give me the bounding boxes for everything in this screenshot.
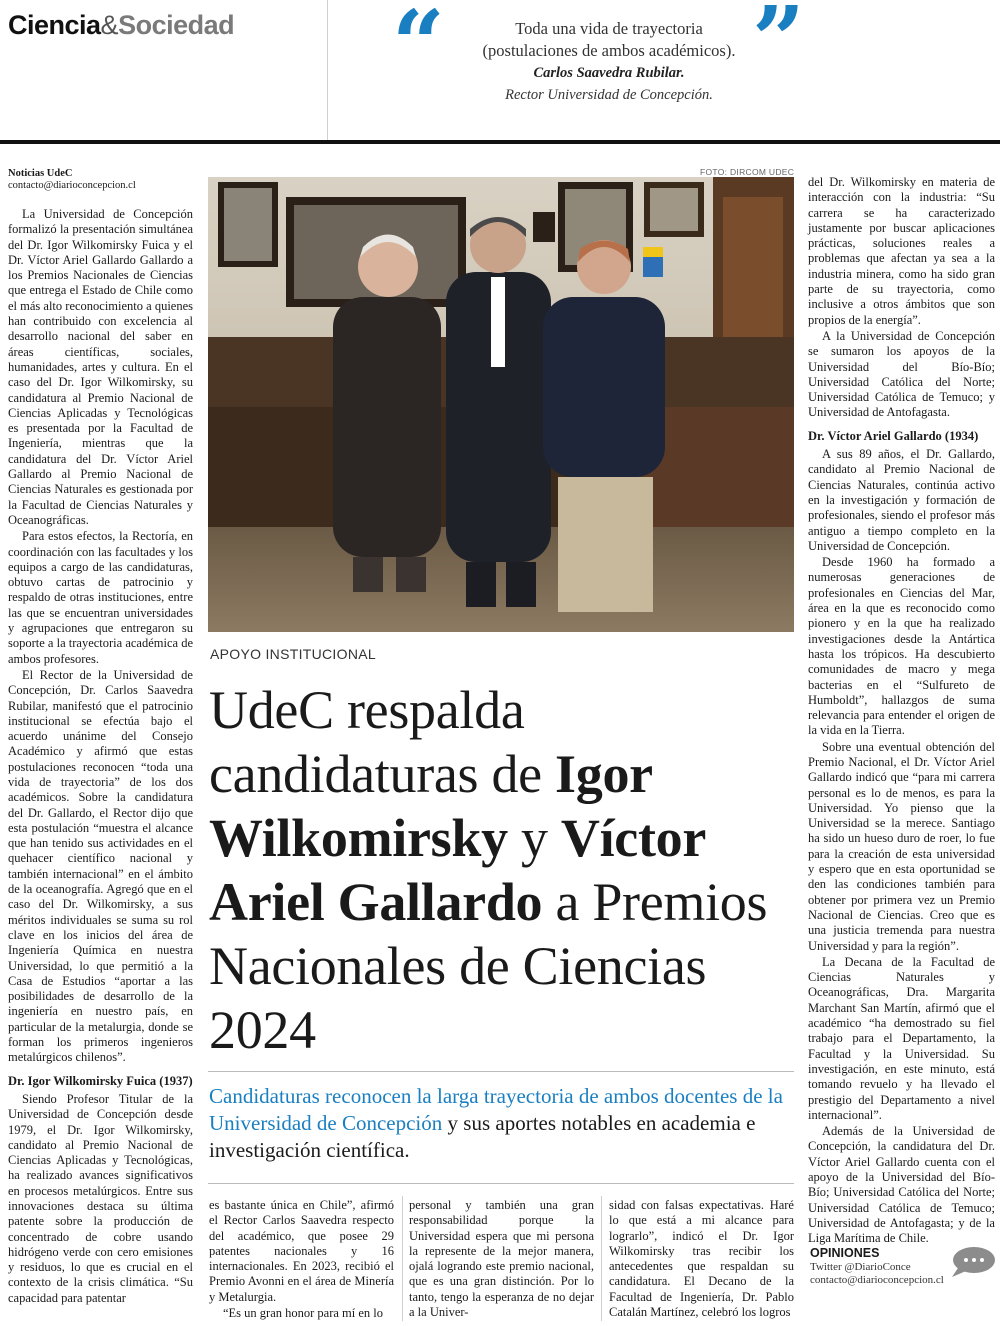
section-name-sociedad: Sociedad bbox=[118, 10, 235, 40]
paragraph: La Decana de la Facultad de Ciencias Naturales y Oceanográficas, Dra. Margarita Marchant San Martín, afirmó que el académico “ha demostrado su fiel trabajo para el Departamento, la Facultad y la Universidad. Su investigación, en este minuto, está tomando revuelo y ha llevado el prestigio del Departamento a nivel internacional”. bbox=[808, 954, 995, 1122]
section-name-ciencia: Ciencia bbox=[8, 10, 101, 40]
headline-name-igor: Igor Wilkomirsky bbox=[209, 744, 652, 868]
byline-email[interactable]: contacto@diarioconcepcion.cl bbox=[8, 180, 136, 191]
column-separator bbox=[601, 1196, 602, 1321]
paragraph: Desde 1960 ha formado a numerosas generaciones de profesionales en Ciencias del Mar, área en la que es reconocido como pionero y en la que ha realizado investigaciones desde la Antártica hasta los trópicos. Ha descubierto comunidades de macro y mega bacterias en el “Sulfureto de Humboldt”, hallazgos de suma relevancia para entender el origen de la vida en la Tierra. bbox=[808, 555, 995, 738]
section-logo bbox=[8, 10, 234, 41]
article-column-bottom-2 bbox=[409, 1198, 594, 1321]
article-column-left bbox=[8, 207, 193, 1307]
speech-bubble-icon bbox=[948, 1246, 996, 1278]
paragraph: del Dr. Wilkomirsky en materia de interacción con la industria: “Su carrera se ha caracterizado justamente por buscar aplicaciones prácticas, soluciones reales a problemas que afectan ya sea a la industria minera, como ha sido gran parte de su trayectoria, como inclusive a otros ámbitos que son propios de la energía”. bbox=[808, 175, 995, 327]
photo-credit: FOTO: DIRCOM UDEC bbox=[700, 167, 795, 177]
pull-quote-line: Toda una vida de trayectoria bbox=[515, 19, 703, 38]
paragraph: Para estos efectos, la Rectoría, en coordinación con las facultades y los equipos a cargo de las candidaturas, obtuvo cartas de patrocinio y respaldo de otras instituciones, entre las que se encuentran universidades y agrupaciones que entregaron su soporte a la trayectoria académica de ambos profesores. bbox=[8, 529, 193, 666]
pull-quote bbox=[450, 18, 768, 106]
headline-name-victor: Víctor Ariel Gallardo bbox=[209, 808, 706, 932]
header-divider bbox=[327, 0, 328, 140]
byline-author: Noticias UdeC bbox=[8, 168, 73, 179]
pull-quote-line: (postulaciones de ambos académicos). bbox=[482, 41, 736, 60]
paragraph: “Es un gran honor para mí en lo bbox=[223, 1306, 384, 1321]
paragraph: personal y también una gran responsabilidad porque la Universidad espera que mi persona la represente de la mejor manera, ojalá logrando este premio nacional, que es una gran distinción. Por lo tanto, tengo la esperanza de no dejar a la Univer- bbox=[409, 1198, 594, 1320]
paragraph: A la Universidad de Concepción se sumaron los apoyos de la Universidad del Bío-Bío; Universidad Católica del Norte; Universidad Católica de Temuco; y Universidad de Antofagasta. bbox=[808, 328, 995, 420]
paragraph: sidad con falsas expectativas. Haré lo que está a mi alcance para lograrlo”, indicó el Dr. Igor Wilkomirsky tras recibir los antecedentes que respaldan su candidatura. El Decano de la Facultad de Ingeniería, Dr. Pablo Catalán Martínez, celebró los logros bbox=[609, 1198, 794, 1320]
article-kicker: APOYO INSTITUCIONAL bbox=[210, 646, 376, 662]
paragraph: Siendo Profesor Titular de la Universidad de Concepción desde 1979, el Dr. Igor Wilkomirsky, candidato al Premio Nacional de Ciencias Aplicadas y Tecnológicas, ha realizado avances significativos en procesos metalúrgicos. Entre sus innovaciones destaca su última patente sobre la producción de concentrado de cobre usando hidrógeno verde con cero emisiones y residuos, lo que es crucial en el contexto de la crisis climática. “Su capacidad para patentar bbox=[8, 1091, 193, 1305]
deck-text: y sus aportes notables en academia e investigación científica. bbox=[209, 1111, 756, 1162]
deck-rule-bottom bbox=[208, 1183, 794, 1184]
headline-text: y bbox=[507, 808, 561, 868]
article-column-bottom-3 bbox=[609, 1198, 794, 1321]
pull-quote-role: Rector Universidad de Concepción. bbox=[505, 87, 713, 103]
byline bbox=[8, 168, 136, 192]
paragraph: A sus 89 años, el Dr. Gallardo, candidato al Premio Nacional de Ciencias Naturales, continúa activo en la investigación y formación de profesionales, siendo el profesor más antiguo a tiempo completo en la Universidad de Concepción. bbox=[808, 447, 995, 553]
open-quote-icon: “ bbox=[392, 0, 445, 98]
header-rule bbox=[0, 140, 1000, 144]
close-quote-icon: ” bbox=[752, 0, 805, 94]
deck-highlight: Candidaturas reconocen la larga trayectoria de ambos docentes de la Universidad de Concepción bbox=[209, 1084, 783, 1135]
opiniones-twitter[interactable]: Twitter @DiarioConce bbox=[810, 1261, 911, 1273]
subheading-victor: Dr. Víctor Ariel Gallardo (1934) bbox=[808, 428, 979, 443]
photo-illustration bbox=[208, 177, 794, 632]
subheading-igor: Dr. Igor Wilkomirsky Fuica (1937) bbox=[8, 1073, 193, 1088]
paragraph: es bastante única en Chile”, afirmó el Rector Carlos Saavedra respecto del académico, que posee 29 patentes nacionales y 16 internacionales. En 2023, recibió el Premio Avonni en el área de Minería y Metalurgia. bbox=[209, 1198, 394, 1304]
article-deck bbox=[209, 1083, 794, 1164]
paragraph: Sobre una eventual obtención del Premio Nacional, el Dr. Víctor Ariel Gallardo indicó que “para mi carrera personal es lo de menos, es para la Universidad. Yo pienso que la Universidad se la merece. Santiago ha sido un hueso duro de roer, lo fue para la creación de esta universidad y espero que en esta oportunidad se den las condiciones también para obtener por primera vez un Premio Nacional de Ciencias. Creo que es una justicia tremenda para nuestra Universidad y para la región”. bbox=[808, 739, 995, 953]
deck-rule bbox=[208, 1071, 794, 1072]
article-photo bbox=[208, 177, 794, 632]
article-column-bottom-1 bbox=[209, 1198, 394, 1322]
article-headline bbox=[209, 678, 799, 1062]
paragraph: El Rector de la Universidad de Concepción, Dr. Carlos Saavedra Rubilar, manifestó que el patrocinio institucional se efectúa bajo el acuerdo unánime del Consejo Académico y afirmó que estas postulaciones reconocen “toda una vida de trayectoria” de los dos académicos. Sobre la candidatura del Dr. Gallardo, el Rector dijo que esta postulación “muestra el alcance que han tenido sus actividades en el quehacer científico nacional y también internacional” en el ámbito de la oceanografía. Agregó que en el caso del Dr. Wilkomirsky, a sus méritos individuales se suma su rol clave en los inicios del área de Ingeniería Química en nuestra Universidad, lo que permitió a la Casa de Estudios “aportar a las posibilidades de desarrollo de la ingeniería en nuestro país, en particular de la metalurgia, donde se forman los primeros ingenieros metalúrgicos chilenos”. bbox=[8, 667, 193, 1065]
pull-quote-author: Carlos Saavedra Rubilar. bbox=[533, 65, 685, 81]
opiniones-email[interactable]: contacto@diarioconcepcion.cl bbox=[810, 1274, 944, 1286]
headline-text: a Premios Nacionales de Ciencias 2024 bbox=[209, 872, 768, 1060]
paragraph: Además de la Universidad de Concepción, la candidatura del Dr. Víctor Ariel Gallardo cuenta con el apoyo de la Universidad del Bío-Bío; Universidad Católica del Norte; Universidad Católica de Temuco; Universidad de Antofagasta; y de la Liga Marítima de Chile. bbox=[808, 1124, 995, 1246]
headline-text: UdeC respalda candidaturas de bbox=[209, 680, 556, 804]
opiniones-title: OPINIONES bbox=[810, 1246, 880, 1260]
paragraph: La Universidad de Concepción formalizó la presentación simultánea del Dr. Igor Wilkomirsky Fuica y el Dr. Víctor Ariel Gallardo Gallardo a los Premios Nacionales de Ciencias que entrega el Estado de Chile como el más alto reconocimiento a quienes han contribuido con excelencia al desarrollo nacional del saber en áreas científicas, sociales, humanidades, artes y cultura. En el caso del Dr. Igor Wilkomirsky, su candidatura al Premio Nacional de Ciencias Aplicadas y Tecnológicas es presentada por la Facultad de Ingeniería, mientras que la candidatura del Dr. Víctor Ariel Gallardo al Premio Nacional de Ciencias Naturales es gestionada por la Facultad de Ciencias Naturales y Oceanográficas. bbox=[8, 207, 194, 527]
column-separator bbox=[402, 1196, 403, 1321]
section-ampersand: & bbox=[100, 10, 119, 40]
article-column-right bbox=[808, 175, 995, 1247]
